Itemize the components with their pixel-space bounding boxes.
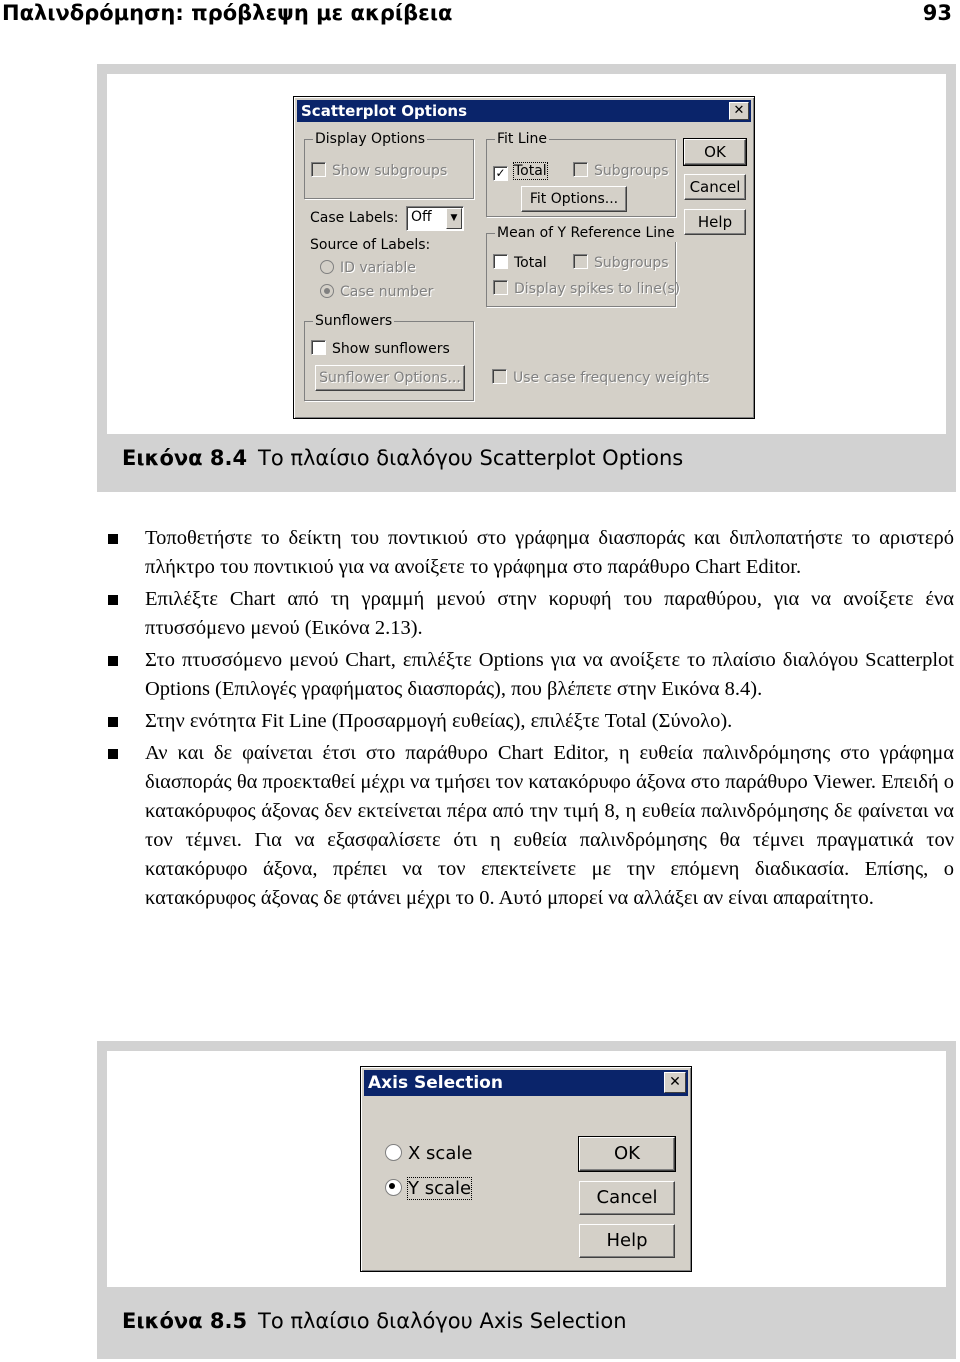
bullet-square-icon — [108, 534, 118, 544]
fit-line-label: Fit Line — [497, 131, 548, 147]
figure-8-5-canvas — [107, 1051, 946, 1287]
fit-line-group — [486, 131, 676, 217]
checkbox-box — [311, 162, 326, 177]
dialog-title: Axis Selection — [368, 1073, 503, 1093]
display-options-group — [304, 131, 474, 199]
checkbox-box — [311, 340, 326, 355]
cancel-button[interactable]: Cancel — [684, 174, 746, 200]
caption-number: Εικόνα 8.4 — [122, 446, 248, 470]
ok-button[interactable]: OK — [684, 139, 746, 165]
mean-y-reference-group — [486, 225, 681, 307]
check-icon: ✓ — [493, 166, 508, 181]
checkbox-box — [492, 369, 507, 384]
close-button[interactable]: ✕ — [664, 1072, 686, 1093]
radio-circle — [385, 1144, 402, 1161]
list-item: Στο πτυσσόμενο μενού Chart, επιλέξτε Options για να ανοίξετε το πλαίσιο διαλόγου Scatterplot Options (Επιλογές γραφήματος διασποράς), που βλέπετε στην Εικόνα 8.4). — [108, 646, 954, 704]
sunflowers-group — [304, 313, 474, 401]
bullet-square-icon — [108, 717, 118, 727]
display-spikes-checkbox[interactable]: Display spikes to line(s) — [493, 280, 680, 298]
dialog-titlebar — [364, 1070, 688, 1096]
caption-text: Το πλαίσιο διαλόγου Scatterplot Options — [258, 446, 684, 470]
figure-8-5 — [97, 1041, 956, 1359]
radio-circle — [320, 284, 334, 298]
y-scale-radio[interactable]: Y scale — [385, 1178, 471, 1200]
figure-8-4-canvas — [107, 74, 946, 434]
fit-line-subgroups-checkbox[interactable]: Subgroups — [573, 162, 669, 180]
checkbox-box — [493, 254, 508, 269]
radio-circle — [385, 1179, 402, 1196]
id-variable-radio[interactable]: ID variable — [320, 259, 416, 277]
close-button[interactable]: ✕ — [729, 102, 749, 120]
checkbox-box — [493, 280, 508, 295]
chevron-down-icon[interactable]: ▼ — [446, 208, 462, 229]
bullet-square-icon — [108, 595, 118, 605]
mean-y-subgroups-checkbox[interactable]: Subgroups — [573, 254, 669, 272]
figure-8-5-caption — [122, 1309, 627, 1333]
fit-line-total-checkbox[interactable]: ✓ Total — [493, 162, 547, 181]
list-item: Επιλέξτε Chart από τη γραμμή μενού στην κορυφή του παραθύρου, για να ανοίξετε ένα πτυσσόμενο μενού (Εικόνα 2.13). — [108, 585, 954, 643]
scatterplot-options-dialog — [293, 96, 755, 419]
list-item: Στην ενότητα Fit Line (Προσαρμογή ευθείας), επιλέξτε Total (Σύνολο). — [108, 707, 954, 736]
cancel-button[interactable]: Cancel — [579, 1181, 675, 1215]
help-button[interactable]: Help — [579, 1224, 675, 1258]
checkbox-box — [573, 162, 588, 177]
caption-text: Το πλαίσιο διαλόγου Axis Selection — [258, 1309, 627, 1333]
source-of-labels-label: Source of Labels: — [310, 237, 431, 253]
caption-number: Εικόνα 8.5 — [122, 1309, 248, 1333]
ok-button[interactable]: OK — [579, 1137, 675, 1171]
x-scale-radio[interactable]: X scale — [385, 1143, 472, 1165]
bullet-square-icon — [108, 749, 118, 759]
case-labels-select[interactable] — [406, 206, 464, 231]
figure-8-4-caption — [122, 446, 683, 470]
case-number-radio[interactable]: Case number — [320, 283, 433, 301]
checkbox-box — [573, 254, 588, 269]
figure-8-4 — [97, 64, 956, 492]
sunflowers-label: Sunflowers — [315, 313, 393, 329]
sunflower-options-button[interactable]: Sunflower Options... — [315, 365, 465, 391]
page-number: 93 — [922, 1, 952, 25]
axis-selection-dialog — [360, 1066, 692, 1272]
radio-circle — [320, 260, 334, 274]
use-case-frequency-checkbox[interactable]: Use case frequency weights — [492, 369, 709, 387]
running-header-title: Παλινδρόμηση: πρόβλεψη με ακρίβεια — [2, 1, 453, 25]
fit-options-button[interactable]: Fit Options... — [521, 186, 627, 212]
list-item: Αν και δε φαίνεται έτσι στο παράθυρο Chart Editor, η ευθεία παλινδρόμησης στο γράφημα διασποράς θα προεκταθεί μέχρι να τμήσει τον κατακόρυφο άξονα στο παράθυρο Viewer. Επειδή ο κατακόρυφος άξονας δεν εκτείνεται πέρα από την τιμή 8, η ευθεία παλινδρόμησης δε φαίνεται να τον τέμνει. Για να εξασφαλίσετε ότι η ευθεία παλινδρόμησης θα τέμνει πραγματικά τον κατακόρυφο άξονα, πρέπει να τον επεκτείνετε με την επόμενη διαδικασία. Επίσης, ο κατακόρυφος άξονας δε φτάνει μέχρι το 0. Αυτό μπορεί να αλλάξει αν είναι απαραίτητο. — [108, 739, 954, 913]
mean-y-total-checkbox[interactable]: Total — [493, 254, 547, 272]
instruction-list — [108, 524, 954, 916]
show-sunflowers-checkbox[interactable]: Show sunflowers — [311, 340, 450, 358]
show-subgroups-checkbox[interactable]: Show subgroups — [311, 162, 447, 180]
list-item: Τοποθετήστε το δείκτη του ποντικιού στο γράφημα διασποράς και διπλοπατήστε το αριστερό πλήκτρο του ποντικιού για να ανοίξετε το γράφημα στο παράθυρο Chart Editor. — [108, 524, 954, 582]
bullet-square-icon — [108, 656, 118, 666]
case-labels-value: Off — [411, 209, 432, 225]
dialog-titlebar — [297, 100, 751, 122]
help-button[interactable]: Help — [684, 209, 746, 235]
case-labels-label: Case Labels: — [310, 210, 399, 226]
display-options-label: Display Options — [315, 131, 426, 147]
dialog-title: Scatterplot Options — [301, 102, 468, 120]
mean-y-reference-label: Mean of Y Reference Line — [497, 225, 675, 241]
